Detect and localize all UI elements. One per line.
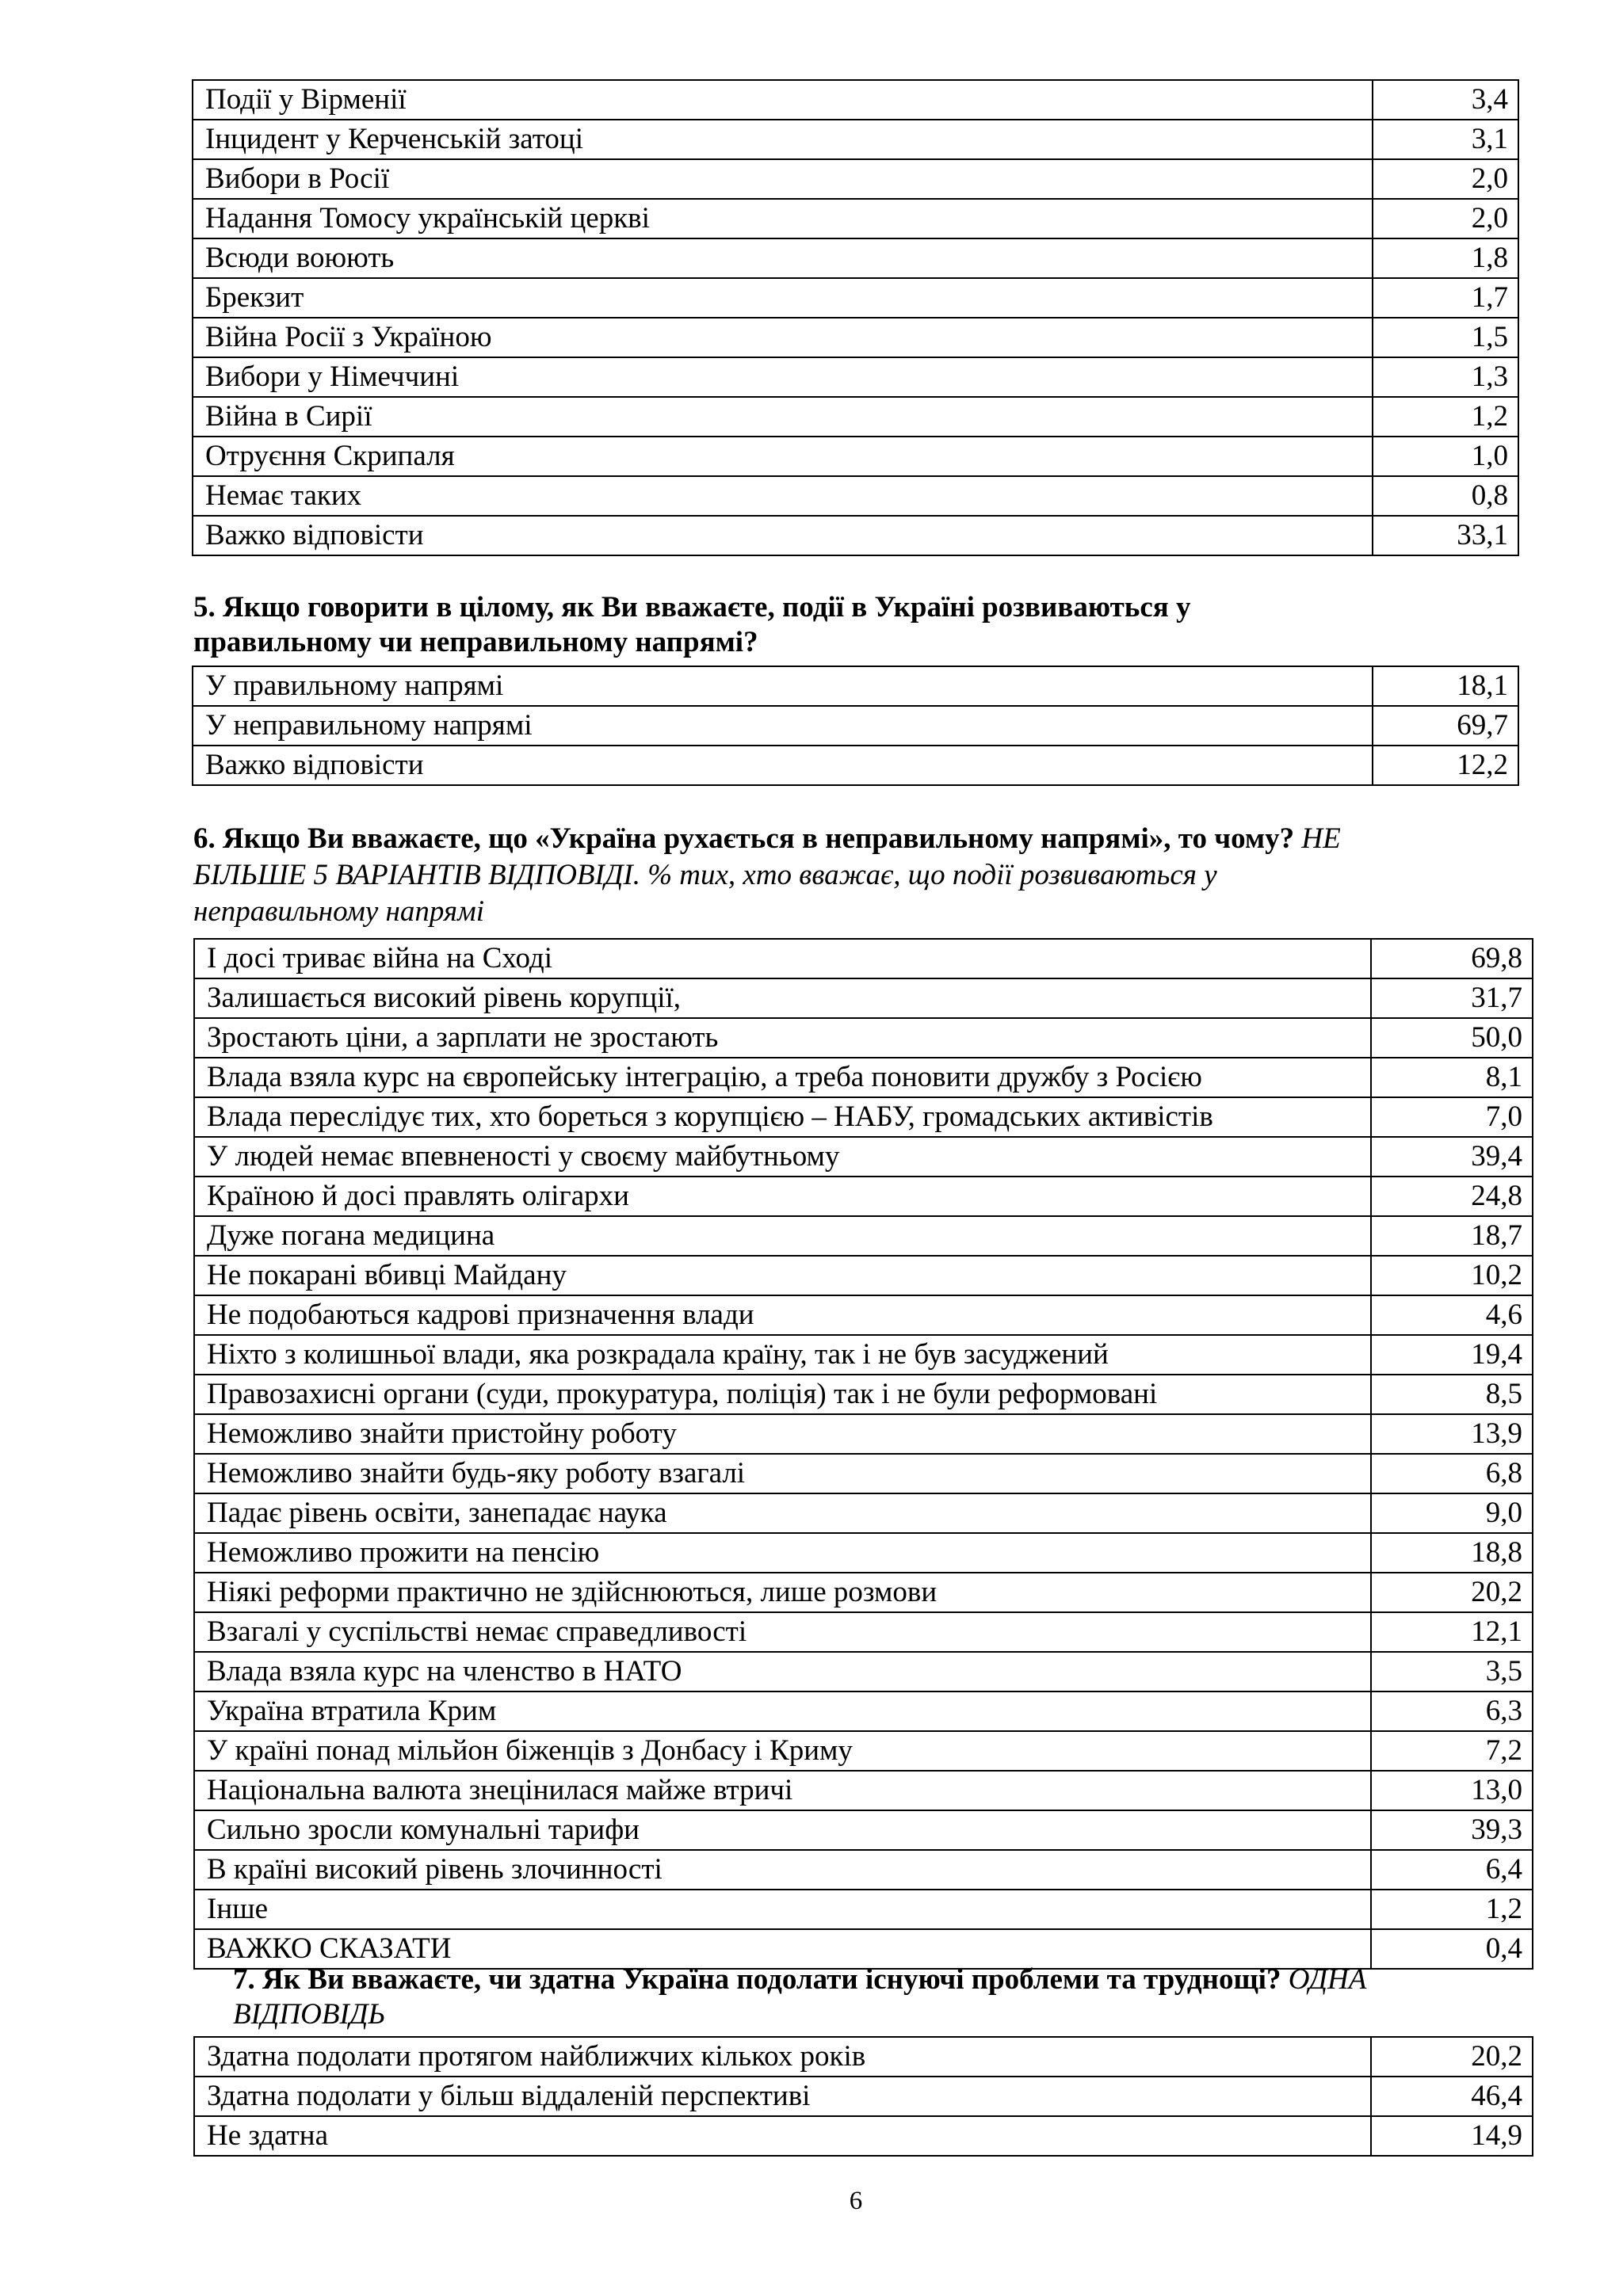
row-label: Україна втратила Крим xyxy=(194,1691,1371,1731)
row-label: В країні високий рівень злочинності xyxy=(194,1850,1371,1890)
row-label: Вибори у Німеччині xyxy=(193,357,1373,397)
row-label: Події у Вірменії xyxy=(193,80,1373,120)
table-row xyxy=(193,666,1518,706)
row-label: У правильному напрямі xyxy=(193,666,1373,706)
row-value: 69,8 xyxy=(1371,939,1533,978)
row-value: 20,2 xyxy=(1371,2037,1533,2077)
row-label: Ніякі реформи практично не здійснюються, лише розмови xyxy=(194,1573,1371,1612)
table-row xyxy=(194,1533,1533,1573)
row-value: 1,2 xyxy=(1371,1890,1533,1929)
table-row xyxy=(194,1573,1533,1612)
row-value: 7,0 xyxy=(1371,1097,1533,1137)
row-value: 1,2 xyxy=(1373,397,1518,437)
row-label: ВАЖКО СКАЗАТИ xyxy=(194,1929,1371,1969)
row-label: Не покарані вбивці Майдану xyxy=(194,1256,1371,1295)
row-value: 10,2 xyxy=(1371,1256,1533,1295)
table-row xyxy=(194,1097,1533,1137)
table-row xyxy=(194,1058,1533,1097)
question-6-title: 6. Якщо Ви вважаєте, що «Україна рухається в неправильному напрямі», то чому? xyxy=(193,822,1295,855)
row-value: 12,2 xyxy=(1373,746,1518,785)
table-row xyxy=(193,746,1518,785)
row-label: Неможливо прожити на пенсію xyxy=(194,1533,1371,1573)
table-row xyxy=(194,1375,1533,1414)
row-value: 2,0 xyxy=(1373,199,1518,238)
table-row xyxy=(194,1414,1533,1454)
table-row xyxy=(194,1691,1533,1731)
row-value: 6,3 xyxy=(1371,1691,1533,1731)
row-value: 1,5 xyxy=(1373,318,1518,357)
table-row xyxy=(193,238,1518,278)
row-label: Інше xyxy=(194,1890,1371,1929)
question-5-table xyxy=(192,666,1519,786)
table-row xyxy=(194,1177,1533,1216)
question-5-title-line1: 5. Якщо говорити в цілому, як Ви вважаєте, події в Україні розвиваються у xyxy=(193,591,1191,624)
table-row xyxy=(194,1493,1533,1533)
row-label: Неможливо знайти будь-яку роботу взагалі xyxy=(194,1454,1371,1493)
table-row xyxy=(194,1256,1533,1295)
row-value: 1,7 xyxy=(1373,278,1518,318)
row-label: Війна Росії з Україною xyxy=(193,318,1373,357)
question-7-note-line1: ОДНА xyxy=(1288,1963,1367,1996)
table-row xyxy=(193,278,1518,318)
table-row xyxy=(193,397,1518,437)
table-row xyxy=(193,476,1518,516)
table-row xyxy=(194,1216,1533,1256)
row-value: 39,4 xyxy=(1371,1137,1533,1177)
row-value: 7,2 xyxy=(1371,1731,1533,1771)
row-value: 1,3 xyxy=(1373,357,1518,397)
row-label: Країною й досі правлять олігархи xyxy=(194,1177,1371,1216)
row-label: Надання Томосу українській церкві xyxy=(193,199,1373,238)
row-label: Ніхто з колишньої влади, яка розкрадала країну, так і не був засуджений xyxy=(194,1335,1371,1375)
row-value: 3,5 xyxy=(1371,1652,1533,1691)
row-value: 33,1 xyxy=(1373,516,1518,555)
row-label: Отруєння Скрипаля xyxy=(193,437,1373,476)
row-label: І досі триває війна на Сході xyxy=(194,939,1371,978)
row-label: Правозахисні органи (суди, прокуратура, поліція) так і не були реформовані xyxy=(194,1375,1371,1414)
table-row xyxy=(193,199,1518,238)
table-row xyxy=(193,357,1518,397)
row-label: У людей немає впевненості у своєму майбутньому xyxy=(194,1137,1371,1177)
row-value: 6,8 xyxy=(1371,1454,1533,1493)
table-row xyxy=(194,2116,1533,2156)
table-row xyxy=(194,1137,1533,1177)
table-row xyxy=(194,1731,1533,1771)
row-value: 18,1 xyxy=(1373,666,1518,706)
question-7-heading xyxy=(233,1962,1549,2032)
table-row xyxy=(193,318,1518,357)
question-6-heading xyxy=(193,821,1541,930)
row-label: Здатна подолати у більш віддаленій перспективі xyxy=(194,2077,1371,2116)
row-value: 3,4 xyxy=(1373,80,1518,120)
row-value: 2,0 xyxy=(1373,159,1518,199)
row-label: Неможливо знайти пристойну роботу xyxy=(194,1414,1371,1454)
page-number: 6 xyxy=(849,2187,863,2215)
table-row xyxy=(194,1652,1533,1691)
row-label: Влада переслідує тих, хто бореться з корупцією – НАБУ, громадських активістів xyxy=(194,1097,1371,1137)
question-6-note-line3: неправильному напрямі xyxy=(193,895,485,928)
table-row xyxy=(193,437,1518,476)
table-row xyxy=(194,939,1533,978)
question-6-table xyxy=(193,938,1533,1970)
table-row xyxy=(194,1454,1533,1493)
row-value: 8,1 xyxy=(1371,1058,1533,1097)
row-value: 20,2 xyxy=(1371,1573,1533,1612)
row-value: 8,5 xyxy=(1371,1375,1533,1414)
question-7-table xyxy=(193,2036,1533,2157)
row-label: Всюди воюють xyxy=(193,238,1373,278)
row-label: Важко відповісти xyxy=(193,746,1373,785)
question-5-title-line2: правильному чи неправильному напрямі? xyxy=(193,626,758,658)
table-row xyxy=(194,1018,1533,1058)
table-row xyxy=(194,2077,1533,2116)
row-label: Інцидент у Керченській затоці xyxy=(193,120,1373,159)
row-value: 13,0 xyxy=(1371,1771,1533,1810)
row-label: У країні понад мільйон біженців з Донбасу і Криму xyxy=(194,1731,1371,1771)
row-value: 31,7 xyxy=(1371,978,1533,1018)
row-value: 50,0 xyxy=(1371,1018,1533,1058)
table-row xyxy=(194,1771,1533,1810)
question-7-title: 7. Як Ви вважаєте, чи здатна Україна подолати існуючі проблеми та труднощі? xyxy=(233,1963,1281,1996)
table-row xyxy=(193,120,1518,159)
row-label: Національна валюта знецінилася майже втричі xyxy=(194,1771,1371,1810)
row-label: Вибори в Росії xyxy=(193,159,1373,199)
row-label: Дуже погана медицина xyxy=(194,1216,1371,1256)
row-value: 18,8 xyxy=(1371,1533,1533,1573)
row-label: Влада взяла курс на членство в НАТО xyxy=(194,1652,1371,1691)
row-label: Війна в Сирії xyxy=(193,397,1373,437)
row-label: Взагалі у суспільстві немає справедливості xyxy=(194,1612,1371,1652)
row-value: 0,4 xyxy=(1371,1929,1533,1969)
row-label: Залишається високий рівень корупції, xyxy=(194,978,1371,1018)
row-label: Зростають ціни, а зарплати не зростають xyxy=(194,1018,1371,1058)
row-value: 39,3 xyxy=(1371,1810,1533,1850)
row-label: Здатна подолати протягом найближчих кількох років xyxy=(194,2037,1371,2077)
row-label: Важко відповісти xyxy=(193,516,1373,555)
table-row xyxy=(194,1810,1533,1850)
table-row xyxy=(193,159,1518,199)
row-value: 13,9 xyxy=(1371,1414,1533,1454)
row-value: 14,9 xyxy=(1371,2116,1533,2156)
row-label: Влада взяла курс на європейську інтеграцію, а треба поновити дружбу з Росією xyxy=(194,1058,1371,1097)
row-value: 18,7 xyxy=(1371,1216,1533,1256)
question-6-note-line2: БІЛЬШЕ 5 ВАРІАНТІВ ВІДПОВІДІ. % тих, хто вважає, що події розвиваються у xyxy=(193,859,1217,891)
row-value: 4,6 xyxy=(1371,1295,1533,1335)
events-table xyxy=(192,79,1519,556)
question-6-note-line1: НЕ xyxy=(1301,822,1341,855)
table-row xyxy=(194,978,1533,1018)
row-value: 12,1 xyxy=(1371,1612,1533,1652)
row-value: 9,0 xyxy=(1371,1493,1533,1533)
table-row xyxy=(194,1612,1533,1652)
row-value: 24,8 xyxy=(1371,1177,1533,1216)
row-value: 46,4 xyxy=(1371,2077,1533,2116)
question-5-heading xyxy=(193,590,1533,660)
row-label: Брекзит xyxy=(193,278,1373,318)
row-value: 69,7 xyxy=(1373,706,1518,746)
table-row xyxy=(194,1335,1533,1375)
row-label: Падає рівень освіти, занепадає наука xyxy=(194,1493,1371,1533)
row-value: 19,4 xyxy=(1371,1335,1533,1375)
row-value: 1,8 xyxy=(1373,238,1518,278)
table-row xyxy=(194,2037,1533,2077)
table-row xyxy=(194,1890,1533,1929)
table-row xyxy=(194,1295,1533,1335)
table-row xyxy=(193,516,1518,555)
row-label: Немає таких xyxy=(193,476,1373,516)
row-value: 6,4 xyxy=(1371,1850,1533,1890)
row-label: Не здатна xyxy=(194,2116,1371,2156)
row-label: Сильно зросли комунальні тарифи xyxy=(194,1810,1371,1850)
table-row xyxy=(193,80,1518,120)
question-7-note-line2: ВІДПОВІДЬ xyxy=(233,1998,386,2031)
row-value: 3,1 xyxy=(1373,120,1518,159)
row-value: 0,8 xyxy=(1373,476,1518,516)
row-label: У неправильному напрямі xyxy=(193,706,1373,746)
row-value: 1,0 xyxy=(1373,437,1518,476)
table-row xyxy=(193,706,1518,746)
table-row xyxy=(194,1850,1533,1890)
row-label: Не подобаються кадрові призначення влади xyxy=(194,1295,1371,1335)
